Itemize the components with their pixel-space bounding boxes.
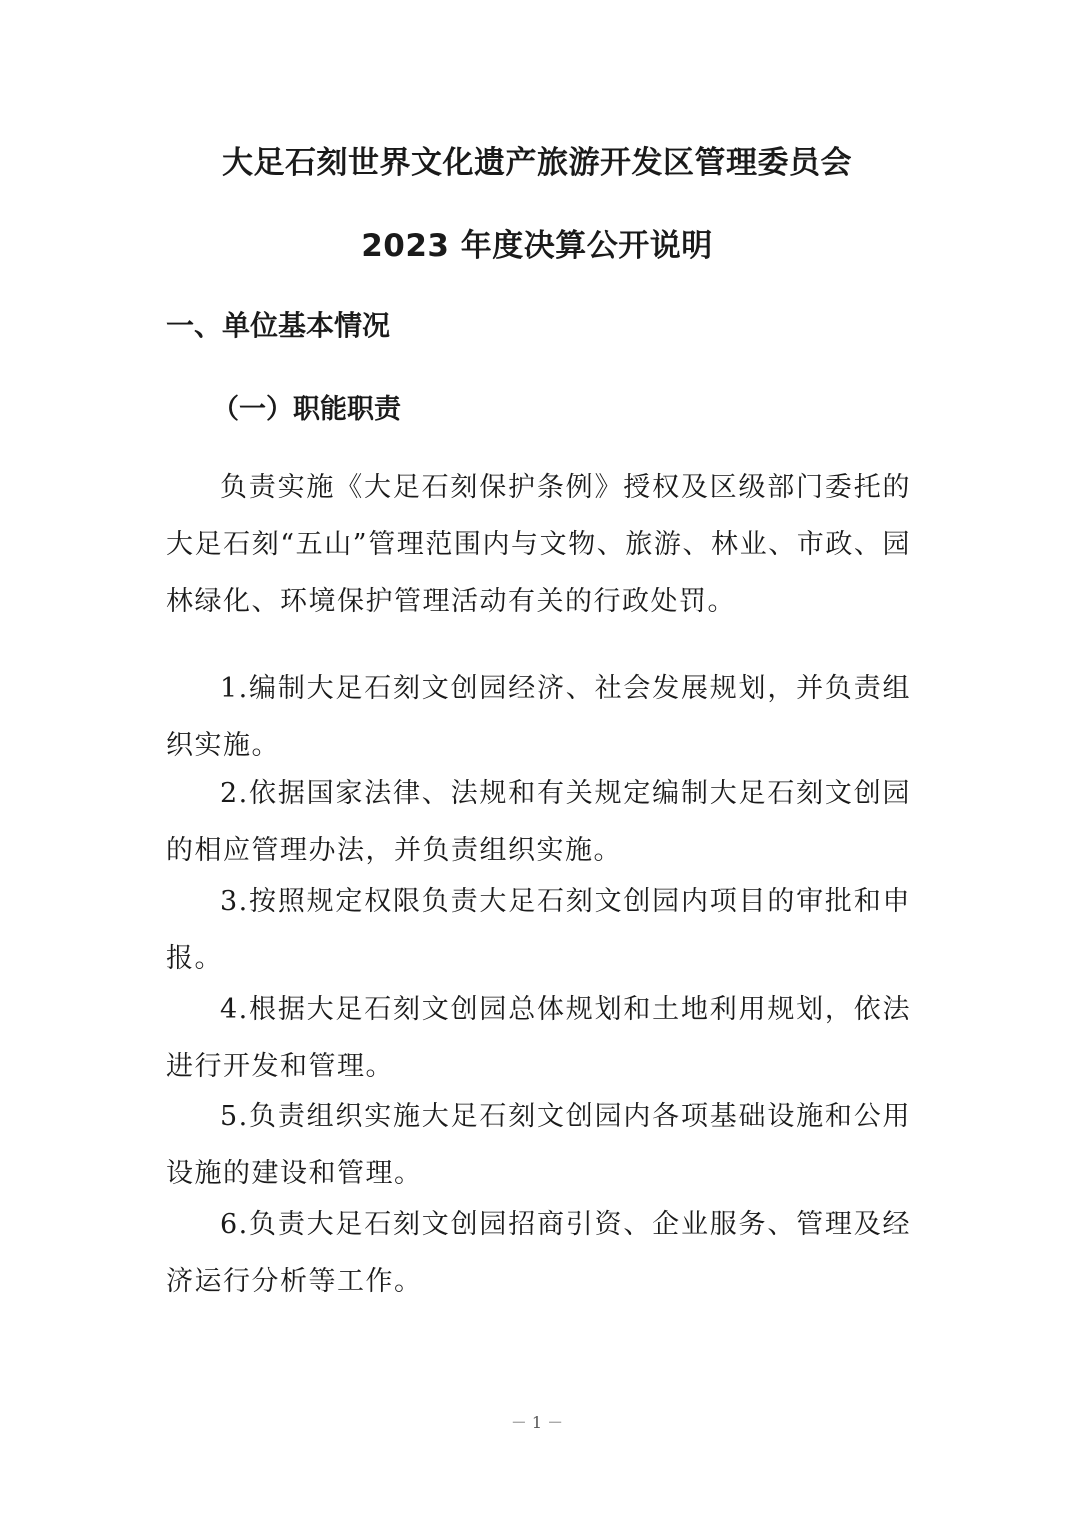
intro-paragraph: 负责实施《大足石刻保护条例》授权及区级部门委托的大足石刻“五山”管理范围内与文物、旅游、林业、市政、园林绿化、环境保护管理活动有关的行政处罚。 [166,472,911,617]
list-item-1: 1.编制大足石刻文创园经济、社会发展规划，并负责组织实施。 [166,673,911,761]
list-item-5: 5.负责组织实施大足石刻文创园内各项基础设施和公用设施的建设和管理。 [166,1101,911,1189]
list-item-4: 4.根据大足石刻文创园总体规划和土地利用规划，依法进行开发和管理。 [166,994,911,1082]
subsection-heading-functions: （一）职能职责 [212,394,401,425]
document-title-line-2: 2023 年度决算公开说明 [361,228,713,264]
list-item-2: 2.依据国家法律、法规和有关规定编制大足石刻文创园的相应管理办法，并负责组织实施。 [166,778,911,866]
list-item-3: 3.按照规定权限负责大足石刻文创园内项目的审批和申报。 [166,886,911,974]
page-number: － 1 － [510,1413,564,1432]
section-heading-basic-info: 一、单位基本情况 [166,309,391,342]
document-title-line-1: 大足石刻世界文化遗产旅游开发区管理委员会 [222,145,852,181]
list-item-6: 6.负责大足石刻文创园招商引资、企业服务、管理及经济运行分析等工作。 [166,1209,911,1297]
